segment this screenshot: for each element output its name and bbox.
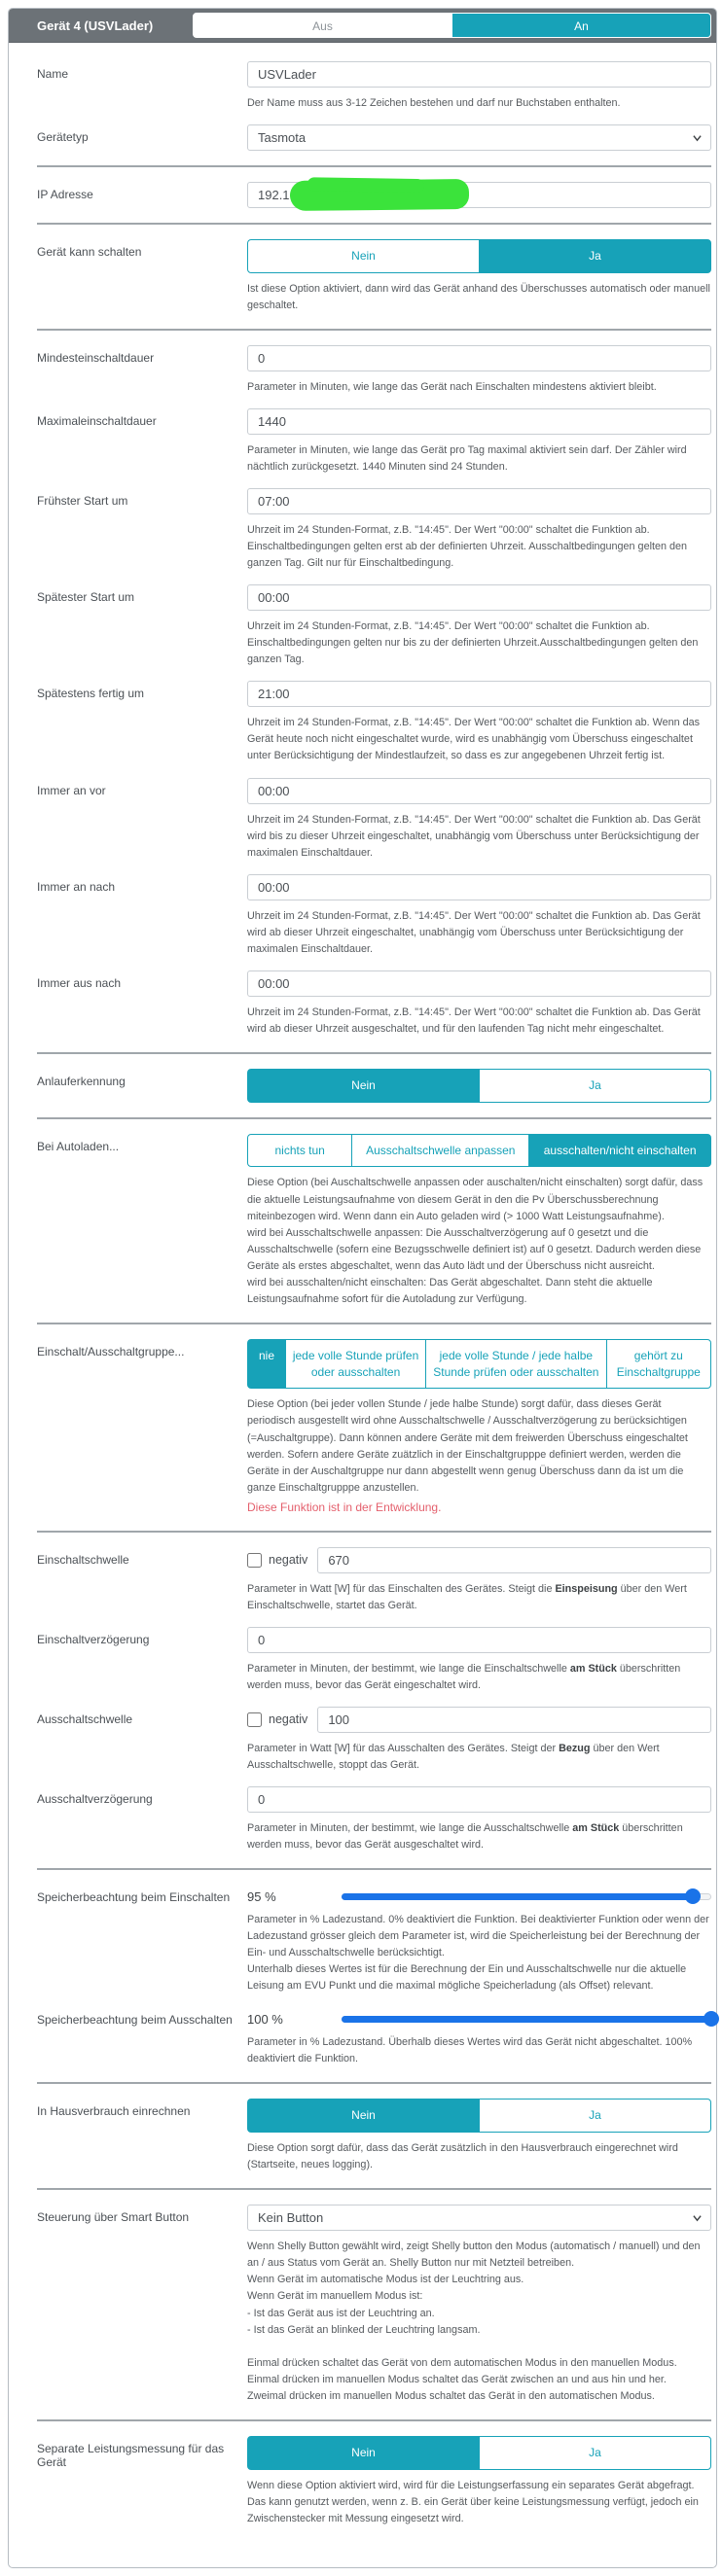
speicher-ausschalten-slider[interactable] — [342, 2011, 711, 2027]
separate-messung-ja-button[interactable]: Ja — [479, 2436, 711, 2470]
speicher-einschalten-label: Speicherbeachtung beim Einschalten — [37, 1890, 231, 1905]
device-type-value: Tasmota — [258, 130, 307, 146]
divider — [37, 223, 711, 225]
mindesteinschaltdauer-hint: Parameter in Minuten, wie lange das Gerät nach Einschalten mindestens aktiviert bleibt. — [247, 380, 657, 393]
ausschaltschwelle-hint: Parameter in Watt [W] für das Ausschalten des Gerätes. Steigt der Bezug über den Wert Ausschaltschwelle, stoppt das Gerät. — [247, 1742, 660, 1771]
fruehster-start-hint: Uhrzeit im 24 Stunden-Format, z.B. "14:45". Der Wert "00:00" schaltet die Funktion ab. Einschaltbedingungen gelten erst ab der definierten Uhrzeit. Ausschaltbedingungen gelten den ganzen Tag. Gilt nur für Einschaltbedingung. — [247, 524, 687, 570]
row-anlauferkennung — [37, 1069, 711, 1103]
smart-button-value: Kein Button — [258, 2210, 324, 2226]
mindesteinschaltdauer-input[interactable] — [247, 345, 711, 371]
smart-button-hint: Wenn Shelly Button gewählt wird, zeigt Shelly button den Modus (automatisch / manuell) und den an / aus Status vom Gerät an. Shelly Button nur mit Netzteil betreiben. Wenn Gerät im automatische Modus ist der Leuchtring aus. Wenn Gerät im manuellem Modus ist: - Ist das Gerät aus ist der Leuchtring an. - Ist das Gerät an blinked der Leuchtring langsam. Einmal drücken schaltet das Gerät von dem automatischen Modus in den manuellen Modus. Einmal drücken im manuellen Modus schaltet das Gerät zwischen an und aus hin und her. Zweimal drücken im manuellen Modus schaltet das Gerät in den automatischen Modus. — [247, 2241, 701, 2402]
ausschaltschwelle-negativ-checkbox[interactable] — [247, 1712, 262, 1727]
speicher-ausschalten-hint: Parameter in % Ladezustand. Überhalb dieses Wertes wird das Gerät nicht abgeschaltet. 100% deaktiviert die Funktion. — [247, 2036, 693, 2065]
kann-schalten-ja-button[interactable]: Ja — [479, 239, 711, 273]
speicher-einschalten-slider[interactable] — [342, 1888, 711, 1904]
einschaltgruppe-toggle — [247, 1339, 711, 1390]
bei-autoladen-hint: Diese Option (bei Auschaltschwelle anpassen oder auschalten/nicht einschalten) sorgt dafür, dass die aktuelle Leistungsaufnahme von diesem Gerät in den die Pv Überschussberechnung miteinbezogen wird. Wenn dann ein Auto geladen wird (> 1000 Watt Leistungsaufnahme). wird bei Ausschaltschwelle anpassen: Die Ausschaltverzögerung auf 0 gesetzt und die Ausschaltschwelle (sofern eine Bezugsschwelle definiert ist) auf 0 gesetzt. Dadurch werden diese Geräte als erstes abgeschaltet, wenn das Auto lädt und der Überschuss nicht ausreicht. wird bei ausschalten/nicht einschalten: Das Gerät abgeschaltet. Dann steht die aktuelle Leistungsaufnahme sofort für die Autoladung zur Verfügung. — [247, 1177, 704, 1305]
immer-an-nach-label: Immer an nach — [37, 879, 116, 894]
kann-schalten-hint: Ist diese Option aktiviert, dann wird das Gerät anhand des Überschusses automatisch oder manuell geschaltet. — [247, 282, 710, 311]
smart-button-select[interactable] — [247, 2205, 711, 2231]
row-immer-aus-nach — [37, 970, 711, 1038]
divider — [37, 2188, 711, 2190]
einschaltverzoegerung-label: Einschaltverzögerung — [37, 1632, 150, 1646]
immer-aus-nach-hint: Uhrzeit im 24 Stunden-Format, z.B. "14:45". Der Wert "00:00" schaltet die Funktion ab. Das Gerät wird ab dieser Uhrzeit ausgeschaltet, und für den laufenden Tag nicht mehr eingeschaltet. — [247, 1006, 701, 1035]
einschaltverzoegerung-input[interactable] — [247, 1627, 711, 1653]
gruppe-halbe-stunde-button[interactable]: jede volle Stunde / jede halbe Stunde prüfen oder ausschalten — [425, 1339, 606, 1390]
row-hausverbrauch — [37, 2099, 711, 2173]
fruehster-start-label: Frühster Start um — [37, 494, 128, 509]
speicher-einschalten-hint: Parameter in % Ladezustand. 0% deaktiviert die Funktion. Bei deaktivierter Funktion oder wenn der Ladezustand grösser gleich dem Parameter ist, wird die Speicherleistung bei der Berechnung der Ein- und Ausschaltschwelle berücksichtigt. Unterhalb dieses Wertes ist für die Berechnung der Ein und Ausschaltschwelle nur die aktuelle Leisung am EVU Punkt und die maximal mögliche Speicherladung (als Offset) relevant. — [247, 1914, 709, 1993]
gruppe-gehoert-zu-button[interactable]: gehört zu Einschaltgruppe — [606, 1339, 711, 1390]
speicher-ausschalten-value: 100 % — [247, 2011, 283, 2027]
divider — [37, 2082, 711, 2084]
name-input[interactable] — [247, 61, 711, 88]
immer-aus-nach-label: Immer aus nach — [37, 975, 122, 990]
spaetestens-fertig-hint: Uhrzeit im 24 Stunden-Format, z.B. "14:45". Der Wert "00:00" schaltet die Funktion ab. Wenn das Gerät heute noch nicht eingeschaltet wurde, wird es unabhängig vom Überschuss eingeschaltet unter Berücksichtigung der Mindestlaufzeit, so dass es zur angegebenen Uhrzeit fertig ist. — [247, 717, 701, 762]
ausschaltschwelle-input[interactable] — [317, 1707, 711, 1733]
anlauferkennung-nein-button[interactable]: Nein — [247, 1069, 480, 1103]
immer-an-nach-hint: Uhrzeit im 24 Stunden-Format, z.B. "14:45". Der Wert "00:00" schaltet die Funktion ab. Das Gerät wird ab dieser Uhrzeit eingeschaltet, unabhängig vom Überschuss unter Berücksichtigung der maximalen Einschaltdauer. — [247, 909, 701, 955]
hausverbrauch-label: In Hausverbrauch einrechnen — [37, 2104, 191, 2119]
spaetester-start-label: Spätester Start um — [37, 590, 135, 605]
row-spaetestens-fertig — [37, 681, 711, 764]
ip-redaction-scribble — [290, 179, 469, 211]
bei-autoladen-label: Bei Autoladen... — [37, 1139, 120, 1153]
row-speicher-einschalten — [37, 1885, 711, 1994]
kann-schalten-toggle — [247, 239, 711, 273]
smart-button-label: Steuerung über Smart Button — [37, 2210, 190, 2225]
divider — [37, 1052, 711, 1054]
development-note: Diese Funktion ist in der Entwicklung. — [247, 1500, 442, 1514]
einschaltschwelle-label: Einschaltschwelle — [37, 1552, 129, 1567]
ausschaltschwelle-label: Ausschaltschwelle — [37, 1711, 133, 1726]
einschaltschwelle-input[interactable] — [317, 1547, 711, 1573]
mindesteinschaltdauer-label: Mindesteinschaltdauer — [37, 350, 155, 365]
slider-fill — [342, 2016, 711, 2023]
einschaltschwelle-negativ-label: negativ — [269, 1553, 308, 1568]
anlauferkennung-ja-button[interactable]: Ja — [479, 1069, 711, 1103]
device-type-select[interactable] — [247, 124, 711, 151]
gruppe-volle-stunde-button[interactable]: jede volle Stunde prüfen oder ausschalten — [285, 1339, 426, 1390]
maximaleinschaltdauer-label: Maximaleinschaltdauer — [37, 413, 157, 428]
slider-thumb[interactable] — [704, 2011, 719, 2027]
row-bei-autoladen — [37, 1134, 711, 1308]
divider — [37, 1868, 711, 1870]
einschaltschwelle-hint: Parameter in Watt [W] für das Einschalten des Gerätes. Steigt die Einspeisung über den Wert Einschaltschwelle, startet das Gerät. — [247, 1582, 687, 1611]
device-on-button[interactable]: An — [451, 13, 711, 38]
row-ausschaltschwelle — [37, 1707, 711, 1774]
row-smart-button — [37, 2205, 711, 2404]
geraetetyp-label: Gerätetyp — [37, 130, 89, 145]
anlauferkennung-toggle — [247, 1069, 711, 1103]
separate-messung-label: Separate Leistungsmessung für das Gerät — [37, 2441, 225, 2469]
row-einschaltgruppe — [37, 1339, 711, 1516]
device-title: Gerät 4 (USVLader) — [37, 18, 154, 33]
autoladen-schwelle-anpassen-button[interactable]: Ausschaltschwelle anpassen — [351, 1134, 529, 1168]
row-geraetetyp — [37, 124, 711, 151]
ausschaltschwelle-negativ-label: negativ — [269, 1712, 308, 1727]
divider — [37, 1323, 711, 1324]
immer-an-vor-label: Immer an vor — [37, 783, 106, 797]
row-kann-schalten — [37, 239, 711, 314]
ip-label: IP Adresse — [37, 188, 93, 202]
row-speicher-ausschalten — [37, 2007, 711, 2067]
divider — [37, 2419, 711, 2421]
fruehster-start-input[interactable] — [247, 488, 711, 514]
row-einschaltverzoegerung — [37, 1627, 711, 1694]
slider-fill — [342, 1893, 693, 1900]
row-separate-messung — [37, 2436, 711, 2527]
row-spaetester-start — [37, 584, 711, 668]
hausverbrauch-hint: Diese Option sorgt dafür, dass das Gerät zusätzlich in den Hausverbrauch eingerechnet wird (Startseite, neues logging). — [247, 2142, 678, 2171]
row-ip — [37, 182, 711, 208]
row-maximaleinschaltdauer — [37, 408, 711, 476]
immer-an-vor-input[interactable] — [247, 778, 711, 804]
row-fruehster-start — [37, 488, 711, 572]
ausschaltverzoegerung-input[interactable] — [247, 1786, 711, 1813]
einschaltverzoegerung-hint: Parameter in Minuten, der bestimmt, wie lange die Einschaltschwelle am Stück überschritten werden muss, bevor das Gerät eingeschaltet wird. — [247, 1662, 681, 1691]
bei-autoladen-toggle — [247, 1134, 711, 1168]
immer-an-vor-hint: Uhrzeit im 24 Stunden-Format, z.B. "14:45". Der Wert "00:00" schaltet die Funktion ab. Das Gerät wird bis zu dieser Uhrzeit eingeschaltet, unabhängig vom Überschuss unter Berücksichtigung der maximalen Einschaltdauer. — [247, 813, 701, 859]
separate-messung-nein-button[interactable]: Nein — [247, 2436, 480, 2470]
ausschaltverzoegerung-hint: Parameter in Minuten, der bestimmt, wie lange die Ausschaltschwelle am Stück überschritten werden muss, bevor das Gerät ausgeschaltet wird. — [247, 1822, 683, 1852]
spaetester-start-input[interactable] — [247, 584, 711, 611]
immer-an-nach-input[interactable] — [247, 874, 711, 900]
kann-schalten-label: Gerät kann schalten — [37, 245, 142, 260]
speicher-einschalten-value: 95 % — [247, 1888, 276, 1904]
einschaltgruppe-label: Einschalt/Ausschaltgruppe... — [37, 1344, 185, 1359]
row-mindesteinschaltdauer — [37, 345, 711, 396]
spaetestens-fertig-label: Spätestens fertig um — [37, 687, 145, 701]
hausverbrauch-toggle — [247, 2099, 711, 2133]
divider — [37, 165, 711, 167]
row-ausschaltverzoegerung — [37, 1786, 711, 1853]
chevron-down-icon — [693, 2213, 702, 2222]
kann-schalten-nein-button[interactable]: Nein — [247, 239, 480, 273]
immer-aus-nach-input[interactable] — [247, 970, 711, 997]
autoladen-ausschalten-button[interactable]: ausschalten/nicht einschalten — [528, 1134, 711, 1168]
card-header — [9, 9, 716, 43]
row-immer-an-vor — [37, 778, 711, 862]
name-label: Name — [37, 67, 69, 81]
device-settings-card — [8, 8, 717, 2568]
device-power-toggle — [193, 13, 711, 38]
slider-thumb[interactable] — [685, 1888, 701, 1904]
einschaltschwelle-negativ-checkbox[interactable] — [247, 1553, 262, 1568]
ausschaltverzoegerung-label: Ausschaltverzögerung — [37, 1792, 153, 1806]
speicher-ausschalten-label: Speicherbeachtung beim Ausschalten — [37, 2013, 233, 2028]
row-immer-an-nach — [37, 874, 711, 958]
maximaleinschaltdauer-hint: Parameter in Minuten, wie lange das Gerät pro Tag maximal aktiviert sein darf. Der Zähler wird nächtlich zurückgesetzt. 1440 Minuten sind 24 Stunden. — [247, 443, 687, 474]
device-off-button[interactable]: Aus — [193, 13, 452, 38]
hausverbrauch-nein-button[interactable]: Nein — [247, 2099, 480, 2133]
divider — [37, 329, 711, 331]
separate-messung-toggle — [247, 2436, 711, 2470]
spaetestens-fertig-input[interactable] — [247, 681, 711, 707]
einschaltgruppe-hint: Diese Option (bei jeder vollen Stunde / jede halbe Stunde) sorgt dafür, dass dieses Gerät periodisch ausgestellt wird ohne Ausschaltschwelle / Ausschaltverzögerung zu berücksichtigen (=Auschaltgruppe). Dann können andere Geräte mit dem freiwerden Überschuss eingeschaltet werden. Sofern andere Geräte zuätzlich in der Einschaltgrupppe definiert werden, werden die Geräte in der Auschaltgruppe nur dann abgestellt wenn genug Überschuss dann da ist um die ganze Einschaltgrupppe anzustellen. — [247, 1398, 688, 1494]
spaetester-start-hint: Uhrzeit im 24 Stunden-Format, z.B. "14:45". Der Wert "00:00" schaltet die Funktion ab. Einschaltbedingungen gelten nur bis zu der definierten Uhrzeit.Ausschaltbedingungen gelten den ganzen Tag. — [247, 620, 699, 666]
hausverbrauch-ja-button[interactable]: Ja — [479, 2099, 711, 2133]
maximaleinschaltdauer-input[interactable] — [247, 408, 711, 435]
row-einschaltschwelle — [37, 1547, 711, 1614]
card-body — [9, 43, 716, 2567]
name-hint: Der Name muss aus 3-12 Zeichen bestehen und darf nur Buchstaben enthalten. — [247, 97, 621, 109]
anlauferkennung-label: Anlauferkennung — [37, 1074, 126, 1088]
gruppe-nie-button[interactable]: nie — [247, 1339, 286, 1390]
divider — [37, 1531, 711, 1533]
autoladen-nichts-tun-button[interactable]: nichts tun — [247, 1134, 352, 1168]
divider — [37, 1117, 711, 1119]
separate-messung-hint: Wenn diese Option aktiviert wird, wird für die Leistungserfassung ein separates Gerät abgefragt. Das kann genutzt werden, wenn z. B. ein Gerät über keine Leistungsmessung verfügt, jedoch ein Zwischenstecker mit Messung eingesetzt wird. — [247, 2479, 699, 2524]
chevron-down-icon — [693, 133, 702, 142]
row-name — [37, 61, 711, 112]
